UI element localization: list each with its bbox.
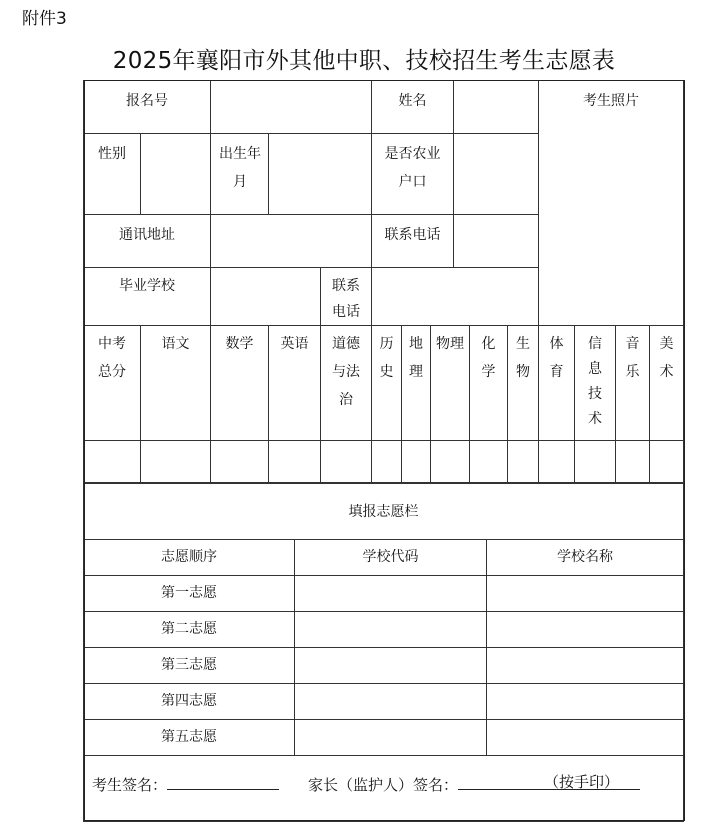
reg-no-field[interactable] xyxy=(210,80,372,134)
gender-field[interactable] xyxy=(140,133,211,215)
phone2-label: 联系 电话 xyxy=(320,267,372,326)
wish-row-label: 第四志愿 xyxy=(83,683,295,720)
name-label: 姓名 xyxy=(371,80,454,134)
score-pe-label: 体 育 xyxy=(538,325,575,441)
wish-row-label: 第五志愿 xyxy=(83,719,295,756)
student-signature-label: 考生签名： xyxy=(92,776,168,794)
score-music-field[interactable] xyxy=(615,440,650,483)
wish-row-label: 第一志愿 xyxy=(83,575,295,612)
wish-name-field[interactable] xyxy=(486,647,684,684)
school-label: 毕业学校 xyxy=(83,267,211,326)
score-math-label: 数学 xyxy=(210,325,269,441)
score-total-field[interactable] xyxy=(83,440,141,483)
wish-name-field[interactable] xyxy=(486,611,684,648)
birth-label: 出生年 月 xyxy=(210,133,269,215)
photo-box[interactable]: 考生照片 xyxy=(538,80,684,326)
score-history-field[interactable] xyxy=(371,440,402,483)
wish-row-label: 第二志愿 xyxy=(83,611,295,648)
score-chemistry-label: 化 学 xyxy=(469,325,508,441)
wish-name-field[interactable] xyxy=(486,683,684,720)
score-chinese-label: 语文 xyxy=(140,325,211,441)
score-chemistry-field[interactable] xyxy=(469,440,508,483)
score-it-field[interactable] xyxy=(574,440,616,483)
score-geography-label: 地 理 xyxy=(401,325,431,441)
fingerprint-label: （按手印） xyxy=(544,773,620,791)
student-signature[interactable] xyxy=(92,773,279,795)
score-total-label: 中考 总分 xyxy=(83,325,141,441)
reg-no-label: 报名号 xyxy=(83,80,211,134)
score-english-field[interactable] xyxy=(268,440,321,483)
parent-signature-label: 家长（监护人）签名： xyxy=(308,776,459,794)
score-art-field[interactable] xyxy=(649,440,684,483)
score-art-label: 美 术 xyxy=(649,325,684,441)
wish-col-code: 学校代码 xyxy=(294,539,487,576)
address-label: 通讯地址 xyxy=(83,214,211,268)
rural-label: 是否农业 户口 xyxy=(371,133,454,215)
wish-col-order: 志愿顺序 xyxy=(83,539,295,576)
phone-field[interactable] xyxy=(453,214,539,268)
wish-code-field[interactable] xyxy=(294,611,487,648)
score-morality-label: 道德 与法 治 xyxy=(320,325,372,441)
student-signature-line[interactable] xyxy=(167,773,279,790)
name-field[interactable] xyxy=(453,80,539,134)
wish-code-field[interactable] xyxy=(294,719,487,756)
score-physics-field[interactable] xyxy=(430,440,470,483)
score-it-label: 信 息 技 术 xyxy=(574,325,616,441)
wish-col-name: 学校名称 xyxy=(486,539,684,576)
wish-code-field[interactable] xyxy=(294,683,487,720)
parent-signature-line[interactable] xyxy=(458,773,640,790)
score-history-label: 历 史 xyxy=(371,325,402,441)
wish-code-field[interactable] xyxy=(294,647,487,684)
wish-name-field[interactable] xyxy=(486,719,684,756)
score-chinese-field[interactable] xyxy=(140,440,211,483)
birth-field[interactable] xyxy=(268,133,372,215)
address-field[interactable] xyxy=(210,214,372,268)
score-geography-field[interactable] xyxy=(401,440,431,483)
rural-field[interactable] xyxy=(453,133,539,215)
wish-name-field[interactable] xyxy=(486,575,684,612)
attachment-label: 附件3 xyxy=(22,9,67,29)
parent-signature[interactable] xyxy=(308,773,640,795)
score-math-field[interactable] xyxy=(210,440,269,483)
wish-code-field[interactable] xyxy=(294,575,487,612)
phone2-field[interactable] xyxy=(371,267,539,326)
school-field[interactable] xyxy=(210,267,321,326)
score-physics-label: 物理 xyxy=(430,325,470,441)
wish-section-header: 填报志愿栏 xyxy=(83,482,684,540)
gender-label: 性别 xyxy=(83,133,141,215)
form-title: 2025年襄阳市外其他中职、技校招生考生志愿表 xyxy=(112,48,616,74)
score-music-label: 音 乐 xyxy=(615,325,650,441)
score-english-label: 英语 xyxy=(268,325,321,441)
score-morality-field[interactable] xyxy=(320,440,372,483)
score-biology-label: 生 物 xyxy=(507,325,539,441)
wish-row-label: 第三志愿 xyxy=(83,647,295,684)
phone-label: 联系电话 xyxy=(371,214,454,268)
score-biology-field[interactable] xyxy=(507,440,539,483)
score-pe-field[interactable] xyxy=(538,440,575,483)
